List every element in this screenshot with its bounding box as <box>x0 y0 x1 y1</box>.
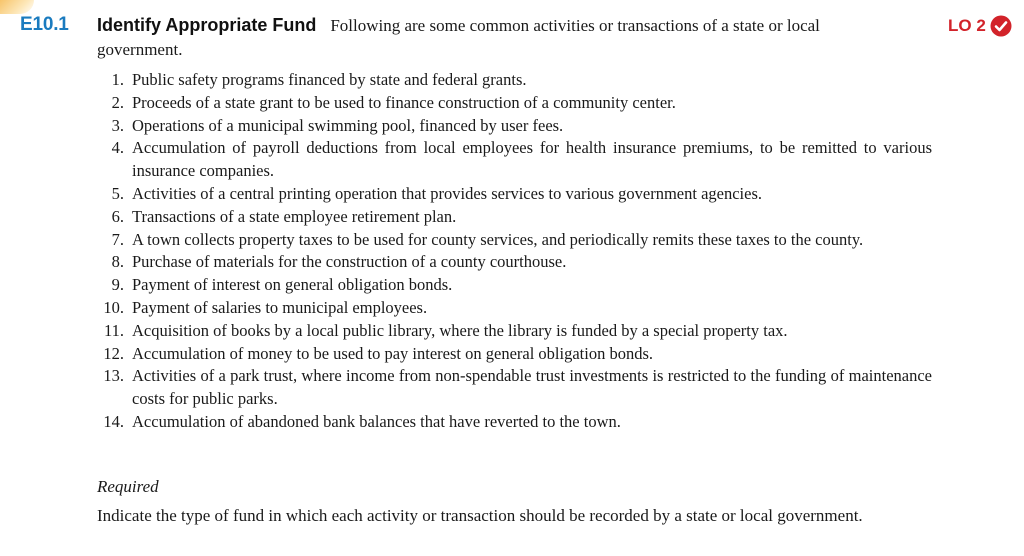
lo-label: LO 2 <box>948 16 986 35</box>
item-number: 1. <box>111 70 124 89</box>
item-number: 13. <box>103 366 124 386</box>
item-number: 11. <box>103 320 124 340</box>
learning-objective-badge[interactable] <box>948 15 1012 37</box>
item-number: 9. <box>111 275 124 295</box>
list-item <box>92 92 932 115</box>
item-text: Public safety programs financed by state and federal grants. <box>132 70 527 89</box>
item-text: Purchase of materials for the construction of a county courthouse. <box>132 252 567 272</box>
item-text: Payment of salaries to municipal employees. <box>132 297 428 317</box>
list-item <box>92 365 932 411</box>
list-item <box>92 274 932 297</box>
item-text: Accumulation of money to be used to pay interest on general obligation bonds. <box>132 343 654 363</box>
list-item <box>92 251 932 274</box>
exercise-title: Identify Appropriate Fund <box>97 15 317 35</box>
list-item <box>92 137 932 183</box>
item-number: 4. <box>111 138 124 158</box>
item-number: 12. <box>103 343 124 363</box>
item-number: 3. <box>111 115 124 135</box>
list-item <box>92 297 932 320</box>
corner-tab-decoration <box>0 0 34 14</box>
required-instructions: Indicate the type of fund in which each activity or transaction should be recorded by a state or local government. <box>97 506 863 525</box>
check-icon <box>990 15 1012 37</box>
item-number: 8. <box>111 252 124 272</box>
item-text: Payment of interest on general obligation bonds. <box>132 275 453 295</box>
list-item <box>92 183 932 206</box>
item-number: 10. <box>103 297 124 317</box>
list-item <box>92 115 932 138</box>
exercise-number: E10.1 <box>20 14 69 35</box>
exercise-intro: Following are some common activities or transactions of a state or local <box>330 16 820 35</box>
item-text: Operations of a municipal swimming pool, financed by user fees. <box>132 115 564 135</box>
item-text: Accumulation of abandoned bank balances that have reverted to the town. <box>132 411 621 431</box>
item-number: 6. <box>111 206 124 226</box>
list-item <box>92 206 932 229</box>
item-text: Activities of a central printing operation that provides services to various government agencies. <box>132 183 763 203</box>
exercise-heading <box>97 14 937 37</box>
item-number: 14. <box>103 411 124 431</box>
required-heading: Required <box>97 477 159 496</box>
list-item <box>92 320 932 343</box>
list-item <box>92 411 932 434</box>
item-text: A town collects property taxes to be used for county services, and periodically remits these taxes to the county. <box>132 229 864 249</box>
item-text: Activities of a park trust, where income from non-spendable trust investments is restricted to the funding of maintenance costs for public parks. <box>132 366 932 409</box>
item-number: 5. <box>111 183 124 203</box>
exercise-intro-continued: government. <box>97 40 183 59</box>
item-number: 2. <box>111 92 124 112</box>
list-item <box>92 343 932 366</box>
item-text: Transactions of a state employee retirement plan. <box>132 206 457 226</box>
list-item <box>92 229 932 252</box>
item-text: Accumulation of payroll deductions from local employees for health insurance premiums, to be remitted to various insurance companies. <box>132 138 932 181</box>
list-item <box>92 69 932 92</box>
item-text: Proceeds of a state grant to be used to finance construction of a community center. <box>132 92 676 112</box>
item-text: Acquisition of books by a local public library, where the library is funded by a special property tax. <box>132 320 788 340</box>
activity-list <box>92 69 932 434</box>
item-number: 7. <box>111 229 124 249</box>
